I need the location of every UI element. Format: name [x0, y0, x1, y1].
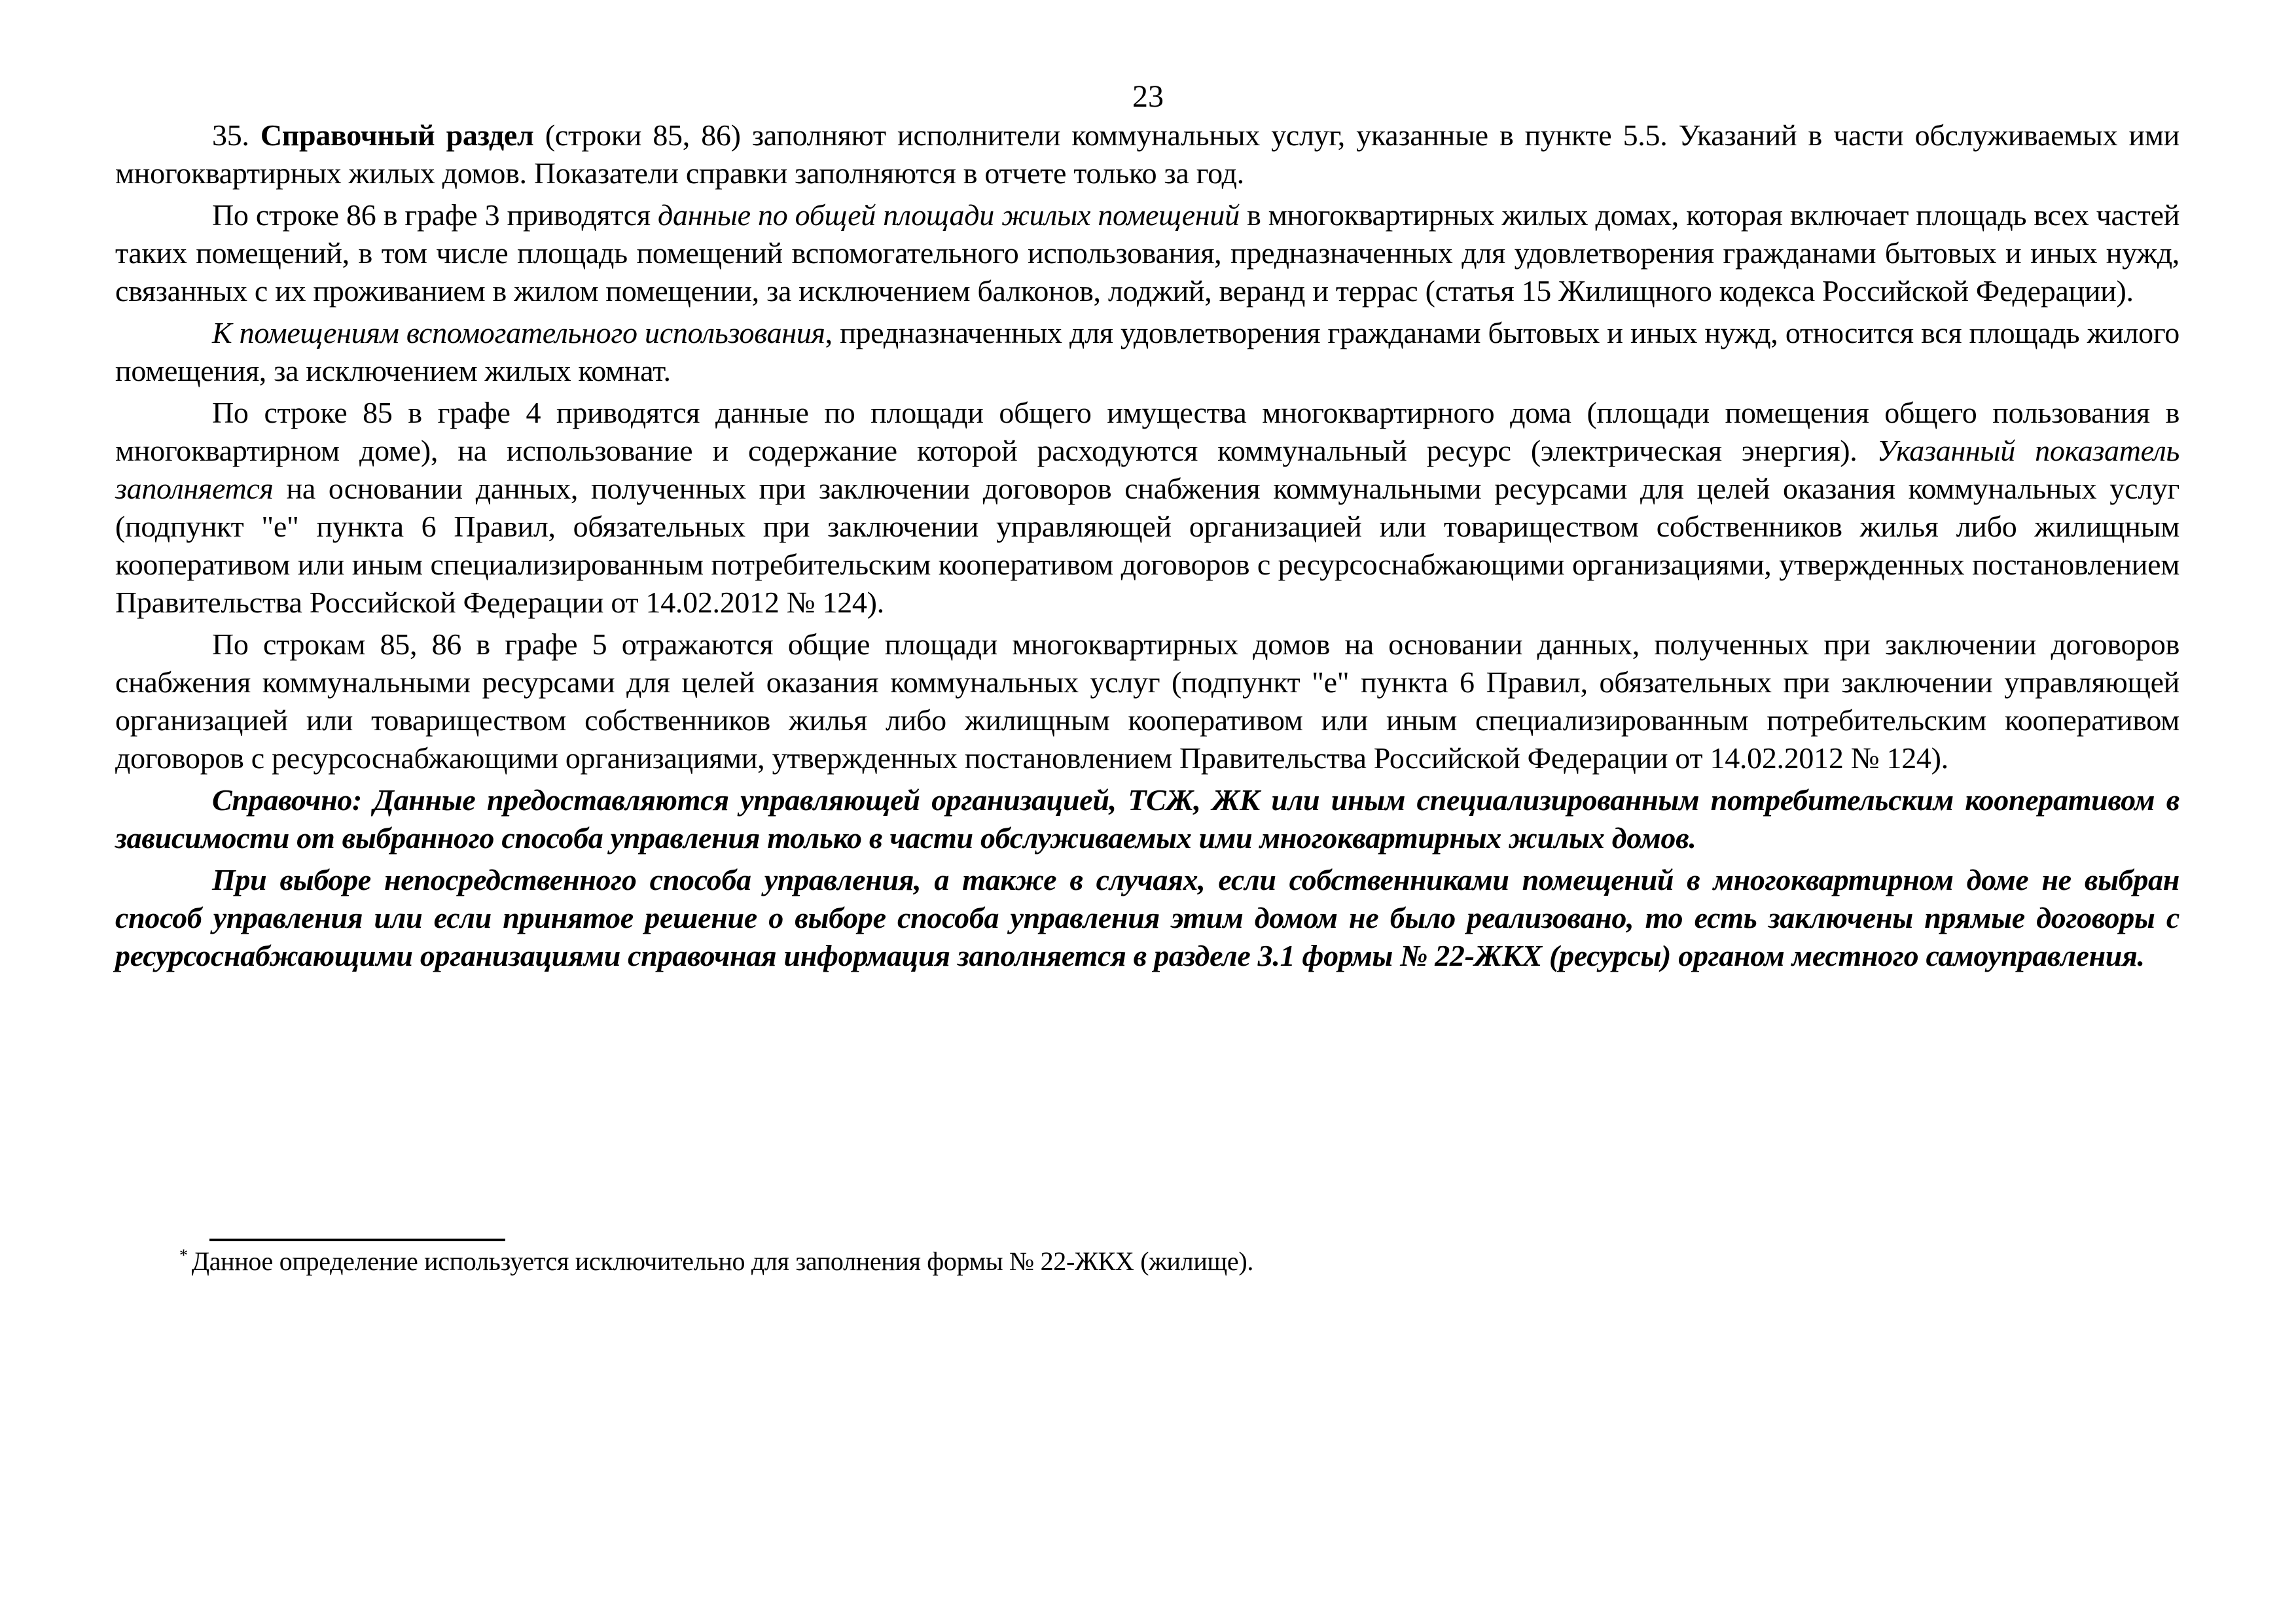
- paragraph-direct-management: При выборе непосредственного способа управления, а также в случаях, если собственниками помещений в многоквартирном доме не выбран способ управления или если принятое решение о выборе способа управления этим домом не было реализовано, то есть заключены прямые договоры с ресурсоснабжающими организациями справочная информация заполняется в разделе 3.1 формы № 22-ЖКХ (ресурсы) органом местного самоуправления.: [115, 863, 2179, 972]
- paragraph-auxiliary-premises: [115, 314, 2179, 390]
- footnote: [179, 1244, 2077, 1279]
- paragraph-auxiliary-premises-italic: К помещениям вспомогательного использования: [212, 316, 825, 349]
- paragraph-line-85-italic: Указанный показатель заполняется: [115, 434, 2179, 505]
- section-title-reference: Справочный раздел: [260, 118, 534, 152]
- footnote-mark: *: [179, 1245, 188, 1265]
- paragraph-lines-85-86: По строкам 85, 86 в графе 5 отражаются общие площади многоквартирных домов на основании данных, полученных при заключении договоров снабжения коммунальными ресурсами для целей оказания коммунальных услуг (подпункт "е" пункта 6 Правил, обязательных при заключении управляющей организацией или товариществом собственников жилья либо жилищным кооперативом или иным специализированным потребительским кооперативом договоров с ресурсоснабжающими организациями, утвержденных постановлением Правительства Российской Федерации от 14.02.2012 № 124).: [115, 627, 2179, 775]
- paragraph-line-86: [115, 196, 2179, 310]
- paragraph-line-85-text: на основании данных, полученных при заключении договоров снабжения коммунальными ресурсами для целей оказания коммунальных услуг (подпункт "е" пункта 6 Правил, обязательных при заключении управляющей организацией или товариществом собственников жилья либо жилищным кооперативом или иным специализированным потребительским кооперативом договоров с ресурсоснабжающими организациями, утвержденных постановлением Правительства Российской Федерации от 14.02.2012 № 124).: [115, 472, 2179, 619]
- footnote-separator: [209, 1239, 505, 1241]
- paragraph-line-85-start: По строке 85 в графе 4 приводятся данные по площади общего имущества многоквартирного дома (площади помещения общего пользования в многоквартирном доме), на использование и содержание которой расходуются коммунальный ресурс (электрическая энергия).: [115, 396, 2179, 467]
- paragraph-line-85: [115, 394, 2179, 622]
- paragraph-reference-note: Справочно: Данные предоставляются управляющей организацией, ТСЖ, ЖК или иным специализированным потребительским кооперативом в зависимости от выбранного способа управления только в части обслуживаемых ими многоквартирных жилых домов.: [115, 783, 2179, 855]
- paragraph-line-86-start: По строке 86 в графе 3 приводятся: [212, 198, 658, 232]
- paragraph-35: [115, 116, 2179, 192]
- paragraph-35-lead: 35.: [212, 118, 260, 152]
- paragraph-auxiliary-premises-text: , предназначенных для удовлетворения гражданами бытовых и иных нужд, относится вся площадь жилого помещения, за исключением жилых комнат.: [115, 316, 2179, 387]
- footnote-text: Данное определение используется исключительно для заполнения формы № 22-ЖКХ (жилище).: [191, 1246, 1254, 1276]
- paragraph-line-86-italic: данные по общей площади жилых помещений: [658, 198, 1240, 232]
- paragraph-line-86-text: в многоквартирных жилых домах, которая включает площадь всех частей таких помещений, в том числе площадь помещений вспомогательного использования, предназначенных для удовлетворения гражданами бытовых и иных нужд, связанных с их проживанием в жилом помещении, за исключением балконов, лоджий, веранд и террас (статья 15 Жилищного кодекса Российской Федерации).: [115, 198, 2180, 308]
- document-body: [115, 116, 2179, 979]
- paragraph-35-text: (строки 85, 86) заполняют исполнители коммунальных услуг, указанные в пункте 5.5. Указаний в части обслуживаемых ими многоквартирных жилых домов. Показатели справки заполняются в отчете только за год.: [115, 118, 2179, 190]
- page-number: 23: [1132, 79, 1164, 114]
